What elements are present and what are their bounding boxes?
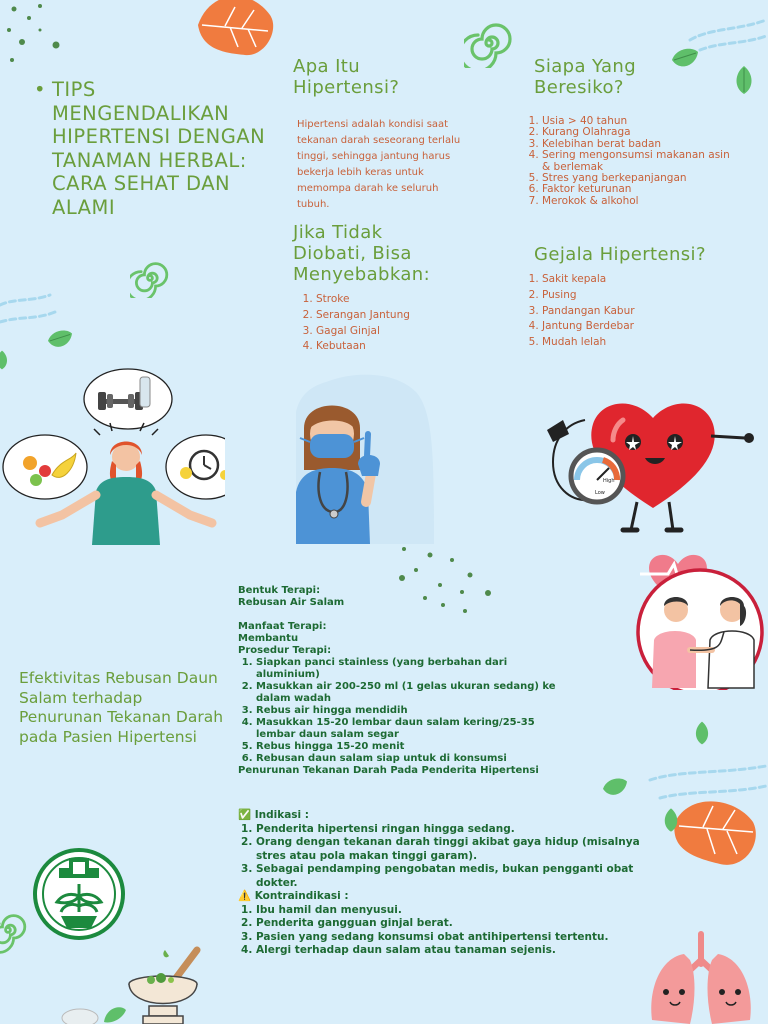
list-item: 3. Rebus air hingga mendidih xyxy=(256,705,558,717)
list-item: 3. Sebagai pendamping pengobatan medis, bukan pengganti obat dokter. xyxy=(256,863,648,890)
list-item: 1. Ibu hamil dan menyusui. xyxy=(256,904,648,918)
bentuk-value: Rebusan Air Salam xyxy=(238,597,345,608)
list-item: 5. Stres yang berkepanjangan xyxy=(542,173,732,184)
herbal-logo-icon xyxy=(31,848,127,942)
check-icon: ✅ xyxy=(238,809,252,821)
list-item: 2. Masukkan air 200-250 ml (1 gelas ukuran sedang) ke dalam wadah xyxy=(256,681,558,705)
green-leaf-icon xyxy=(690,720,714,746)
heart-mascot-icon xyxy=(545,390,760,535)
list-item: 6. Rebusan daun salam siap untuk di konsumsi xyxy=(256,753,558,765)
water-splash-decoration xyxy=(640,760,768,810)
list-item: 4. Masukkan 15-20 lembar daun salam kering/25-35 lembar daun salam segar xyxy=(256,717,558,741)
manfaat-value: Membantu xyxy=(238,633,299,644)
title-bullet: • xyxy=(34,78,47,101)
list-item: 1. Siapkan panci stainless (yang berbahan dari aluminium) xyxy=(256,657,558,681)
list-item: 6. Faktor keturunan xyxy=(542,184,732,195)
indikasi-section xyxy=(238,809,648,958)
indikasi-label: Indikasi : xyxy=(254,809,310,821)
siapa-heading: Siapa Yang Beresiko? xyxy=(534,56,637,98)
terapi-section xyxy=(238,585,558,777)
apa-itu-heading: Apa Itu Hipertensi? xyxy=(293,56,400,98)
list-item: 5. Rebus hingga 15-20 menit xyxy=(256,741,558,753)
woman-thinking-illustration xyxy=(0,365,225,545)
gejala-list xyxy=(526,272,702,351)
kontraindikasi-label: Kontraindikasi : xyxy=(254,890,349,902)
green-leaf-icon xyxy=(60,1002,130,1024)
bentuk-label: Bentuk Terapi: xyxy=(238,585,321,596)
kontraindikasi-heading xyxy=(238,890,648,904)
list-item: 5. Mudah lelah xyxy=(542,335,702,351)
list-item: 4. Jantung Berdebar xyxy=(542,319,702,335)
warning-icon: ⚠️ xyxy=(238,890,252,902)
orange-leaf-icon xyxy=(190,0,285,65)
list-item: 3. Pasien yang sedang konsumsi obat antihipertensi tertentu. xyxy=(256,931,648,945)
doctor-patient-icon xyxy=(630,540,768,690)
list-item: 1. Usia > 40 tahun xyxy=(542,116,732,127)
gauge-high-label: High xyxy=(603,478,615,484)
doctor-icon xyxy=(296,372,434,544)
list-item: 2. Orang dengan tekanan darah tinggi akibat gaya hidup (misalnya stres atau pola makan tinggi garam). xyxy=(256,836,648,863)
green-leaf-icon xyxy=(732,64,756,96)
list-item: 1. Stroke xyxy=(316,292,456,308)
list-item: 4. Alergi terhadap daun salam atau tanaman sejenis. xyxy=(256,944,648,958)
manfaat-label: Manfaat Terapi: xyxy=(238,621,327,632)
list-item: 1. Penderita hipertensi ringan hingga sedang. xyxy=(256,823,648,837)
list-item: 7. Merokok & alkohol xyxy=(542,196,732,207)
green-spiral-icon xyxy=(464,18,514,68)
green-spiral-icon xyxy=(0,900,28,960)
list-item: 2. Penderita gangguan ginjal berat. xyxy=(256,917,648,931)
list-item: 1. Sakit kepala xyxy=(542,272,702,288)
water-splash-decoration xyxy=(0,290,60,340)
gejala-heading: Gejala Hipertensi? xyxy=(534,244,706,265)
gauge-low-label: Low xyxy=(595,490,605,496)
siapa-list xyxy=(526,116,732,207)
jika-heading: Jika Tidak Diobati, Bisa Menyebabkan: xyxy=(293,222,431,285)
mortar-pestle-icon xyxy=(125,946,205,1024)
water-splash-decoration xyxy=(680,10,768,60)
indikasi-heading xyxy=(238,809,648,823)
lungs-icon xyxy=(646,930,756,1024)
kontraindikasi-list xyxy=(238,904,648,958)
indikasi-list xyxy=(238,823,648,891)
list-item: 4. Kebutaan xyxy=(316,339,456,355)
page-title xyxy=(34,78,272,219)
green-leaf-icon xyxy=(600,776,630,800)
title-text: TIPS MENGENDALIKAN HIPERTENSI DENGAN TANAMAN HERBAL: CARA SEHAT DAN ALAMI xyxy=(52,78,266,219)
list-item: 3. Kelebihan berat badan xyxy=(542,139,732,150)
prosedur-list xyxy=(238,657,558,765)
jika-list xyxy=(300,292,456,355)
list-item: 2. Serangan Jantung xyxy=(316,308,456,324)
green-spiral-icon xyxy=(130,258,170,298)
list-item: 2. Pusing xyxy=(542,288,702,304)
prosedur-label: Prosedur Terapi: xyxy=(238,645,332,656)
efektivitas-title: Efektivitas Rebusan Daun Salam terhadap Penurunan Tekanan Darah pada Pasien Hipertensi xyxy=(19,669,224,746)
apa-itu-body: Hipertensi adalah kondisi saat tekanan darah seseorang terlalu tinggi, sehingga jantung harus bekerja lebih keras untuk memompa darah ke seluruh tubuh. xyxy=(297,119,461,210)
green-leaf-icon xyxy=(661,806,681,834)
list-item: 4. Sering mengonsumsi makanan asin & berlemak xyxy=(542,150,732,173)
list-item: 3. Gagal Ginjal xyxy=(316,324,456,340)
list-item: 3. Pandangan Kabur xyxy=(542,304,702,320)
terapi-closing: Penurunan Tekanan Darah Pada Penderita Hipertensi xyxy=(238,765,539,776)
list-item: 2. Kurang Olahraga xyxy=(542,127,732,138)
